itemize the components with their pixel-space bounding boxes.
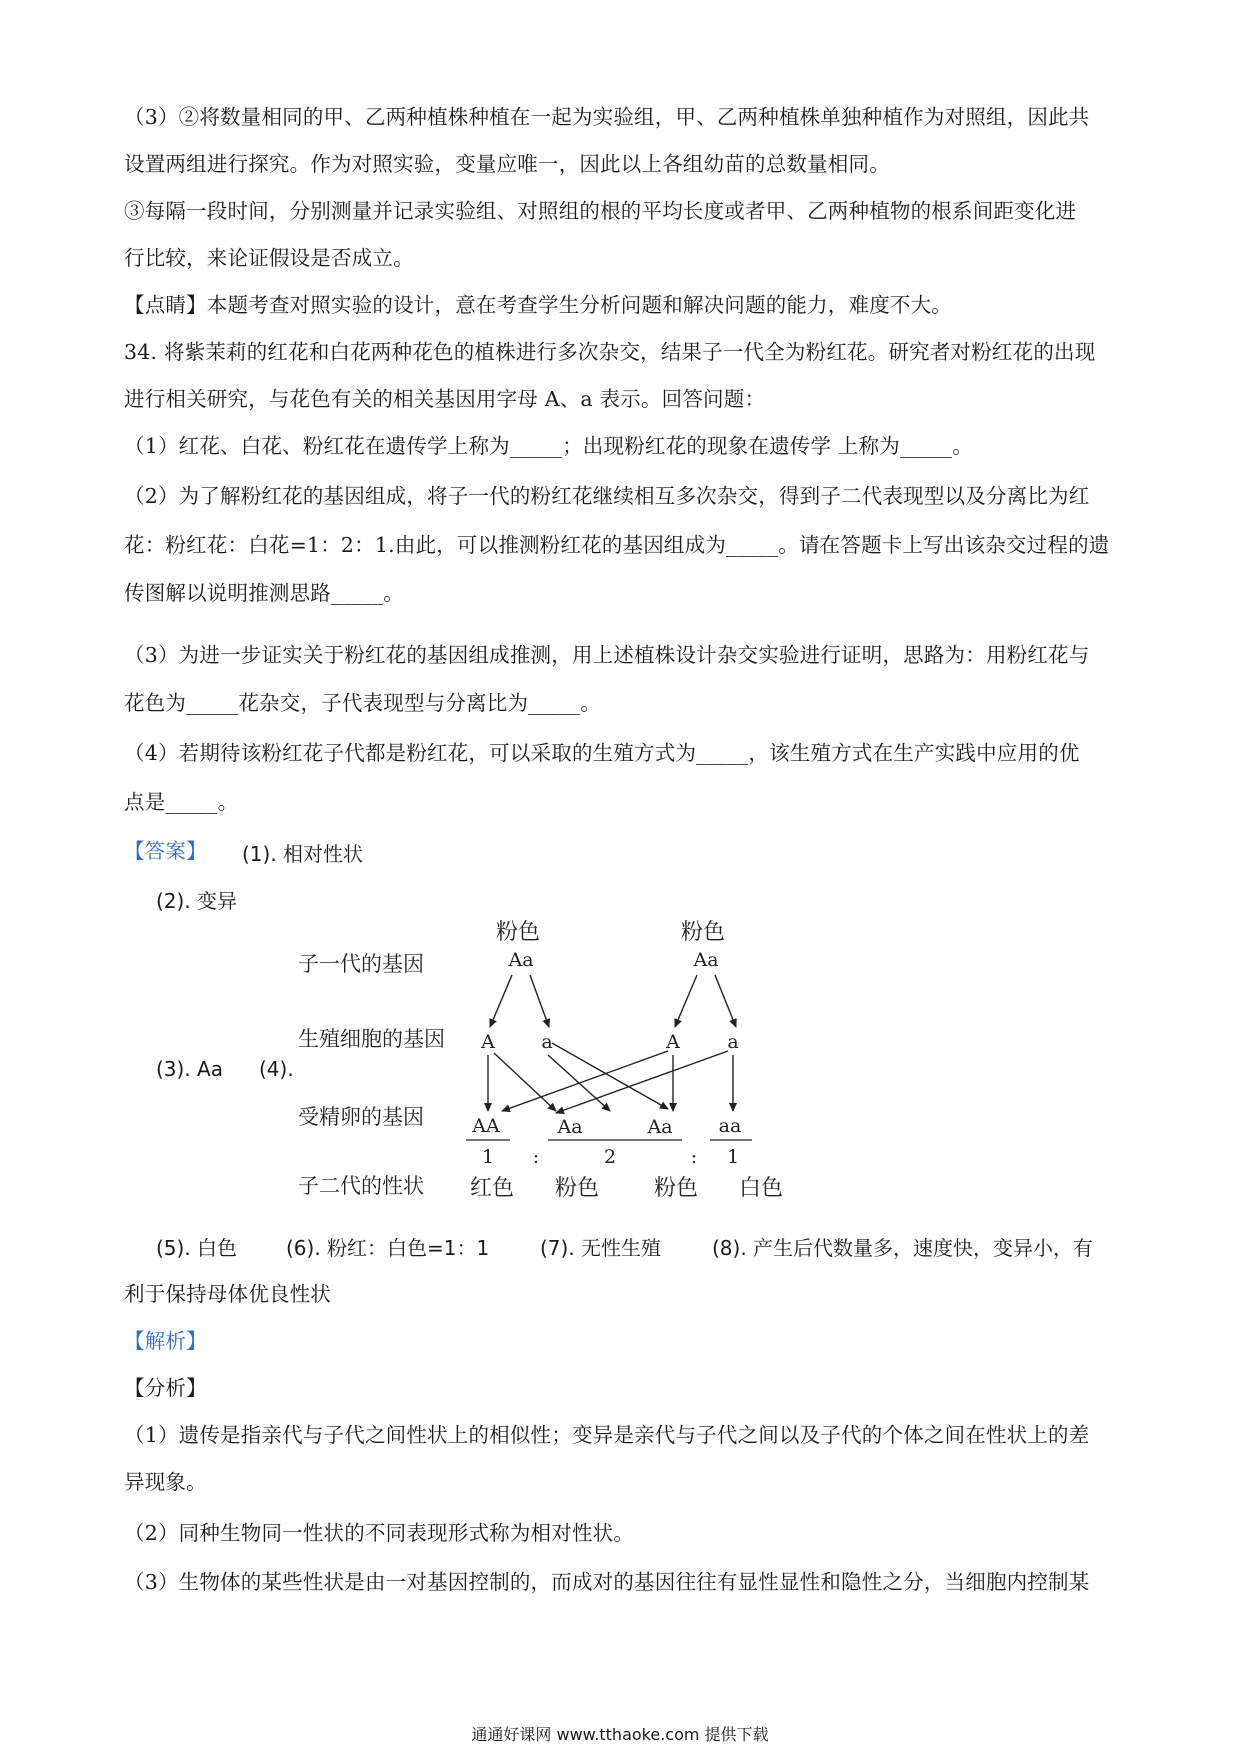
trait-2: 粉色 xyxy=(554,1176,600,1201)
row-label-zygote-gene: 受精卵的基因 xyxy=(298,1105,424,1129)
gamete-1: A xyxy=(481,1031,495,1053)
trait-4: 白色 xyxy=(738,1176,784,1201)
answer-3: (3). Aa xyxy=(156,1057,223,1081)
text-line: 花色为_____花杂交，子代表现型与分离比为_____。 xyxy=(124,691,602,715)
text-line: （2）为了解粉红花的基因组成，将子一代的粉红花继续相互多次杂交，得到子二代表现型以及分离比为红 xyxy=(124,484,1090,508)
analysis-line: （2）同种生物同一性状的不同表现形式称为相对性状。 xyxy=(124,1521,635,1545)
text-line: 进行相关研究，与花色有关的相关基因用字母 A、a 表示。回答问题： xyxy=(124,387,766,411)
parent-2-color: 粉色 xyxy=(680,920,726,945)
answer-8-continued: 利于保持母体优良性状 xyxy=(124,1282,331,1306)
analysis-line: 异现象。 xyxy=(124,1470,207,1494)
text-line: 点是_____。 xyxy=(124,790,239,814)
zygote-3: Aa xyxy=(647,1116,673,1138)
answer-8: (8). 产生后代数量多，速度快，变异小，有 xyxy=(712,1236,1094,1260)
ratio-2: 2 xyxy=(603,1146,617,1168)
row-label-f2-trait: 子二代的性状 xyxy=(298,1174,424,1198)
ratio-sep-1: : xyxy=(532,1146,540,1168)
question-34-line: 34. 将紫茉莉的红花和白花两种花色的植株进行多次杂交，结果子一代全为粉红花。研究者对粉红花的出现 xyxy=(124,340,1096,364)
text-line: 花：粉红花：白花=1：2：1.由此，可以推测粉红花的基因组成为_____。请在答题卡上写出该杂交过程的遗 xyxy=(124,533,1110,557)
text-line: 行比较，来论证假设是否成立。 xyxy=(124,246,414,270)
text-line: 传图解以说明推测思路_____。 xyxy=(124,581,404,605)
answer-7: (7). 无性生殖 xyxy=(540,1236,662,1260)
text-line: （1）红花、白花、粉红花在遗传学上称为_____；出现粉红花的现象在遗传学 上称为_____。 xyxy=(124,434,973,458)
genetic-cross-diagram xyxy=(290,915,810,1215)
analysis-subtag: 【分析】 xyxy=(124,1376,207,1400)
page-footer: 通通好课网 www.tthaoke.com 提供下载 xyxy=(471,1725,769,1744)
row-label-f1-gene: 子一代的基因 xyxy=(298,952,424,976)
analysis-line: （1）遗传是指亲代与子代之间性状上的相似性；变异是亲代与子代之间以及子代的个体之间在性状上的差 xyxy=(124,1423,1090,1447)
trait-3: 粉色 xyxy=(653,1176,699,1201)
answer-4: (4). xyxy=(259,1057,294,1081)
ratio-3: 1 xyxy=(726,1146,740,1168)
zygote-2: Aa xyxy=(557,1116,583,1138)
answer-6: (6). 粉红：白色=1：1 xyxy=(286,1236,490,1260)
text-line: （3）②将数量相同的甲、乙两种植株种植在一起为实验组，甲、乙两种植株单独种植作为对照组，因此共 xyxy=(124,105,1090,129)
text-line: （4）若期待该粉红花子代都是粉红花，可以采取的生殖方式为_____，该生殖方式在生产实践中应用的优 xyxy=(124,741,1080,765)
analysis-line: （3）生物体的某些性状是由一对基因控制的，而成对的基因往往有显性显性和隐性之分，当细胞内控制某 xyxy=(124,1570,1090,1594)
ratio-1: 1 xyxy=(481,1146,495,1168)
answer-1: (1). 相对性状 xyxy=(242,842,364,866)
zygote-1: AA xyxy=(472,1115,500,1137)
gamete-3: A xyxy=(666,1031,680,1053)
answer-tag: 【答案】 xyxy=(124,839,207,863)
tip-line: 【点睛】本题考查对照实验的设计，意在考查学生分析问题和解决问题的能力，难度不大。 xyxy=(124,293,952,317)
analysis-tag: 【解析】 xyxy=(124,1329,207,1353)
answer-2: (2). 变异 xyxy=(156,889,238,913)
gamete-2: a xyxy=(541,1031,553,1053)
parent-1-gene: Aa xyxy=(508,949,534,971)
ratio-sep-2: : xyxy=(690,1146,698,1168)
gamete-4: a xyxy=(727,1031,739,1053)
text-line: 设置两组进行探究。作为对照实验，变量应唯一，因此以上各组幼苗的总数量相同。 xyxy=(124,152,890,176)
parent-2-gene: Aa xyxy=(693,949,719,971)
text-line: （3）为进一步证实关于粉红花的基因组成推测，用上述植株设计杂交实验进行证明，思路为：用粉红花与 xyxy=(124,643,1090,667)
answer-5: (5). 白色 xyxy=(156,1236,238,1260)
zygote-4: aa xyxy=(718,1115,742,1137)
text-line: ③每隔一段时间，分别测量并记录实验组、对照组的根的平均长度或者甲、乙两种植物的根系间距变化进 xyxy=(124,199,1077,223)
parent-1-color: 粉色 xyxy=(495,920,541,945)
cross-arrows xyxy=(488,975,739,1113)
trait-1: 红色 xyxy=(469,1176,515,1201)
row-label-gamete-gene: 生殖细胞的基因 xyxy=(298,1027,445,1051)
